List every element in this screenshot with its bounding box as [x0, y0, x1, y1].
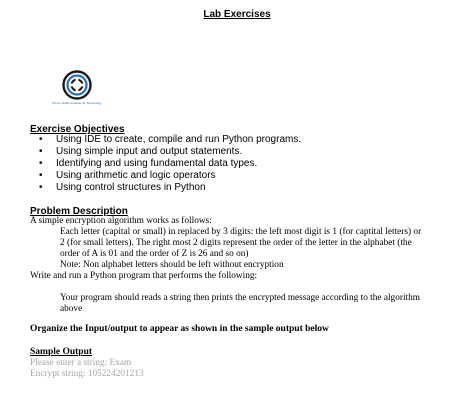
objective-item: • Using IDE to create, compile and run Python programs.: [36, 134, 301, 146]
problem-heading: Problem Description: [30, 206, 128, 217]
institution-logo-icon: [62, 70, 92, 100]
note-line: Note: Non alphabet letters should be left without encryption: [60, 260, 284, 270]
sample-output-line: Please enter a string: Exam: [30, 358, 132, 368]
task-description: [60, 293, 420, 315]
objective-item: • Using simple input and output statements.: [36, 146, 301, 158]
sample-output-heading: Sample Output: [30, 347, 93, 357]
objective-item: • Using control structures in Python: [36, 182, 301, 194]
objectives-list: [36, 134, 301, 194]
objective-item: • Using arithmetic and logic operators: [36, 170, 301, 182]
detail-line: 2 (for small letters). The right most 2 digits represent the order of the letter in the alphabet (the: [60, 238, 412, 248]
organize-instruction: Organize the Input/output to appear as shown in the sample output below: [30, 324, 329, 334]
detail-line: Each letter (capital or small) in replaced by 3 digits: the left most digit is 1 (for captital letters) or: [60, 227, 422, 237]
objectives-heading: Exercise Objectives: [30, 124, 125, 135]
sample-output-line: Encrypt string: 105224201213: [30, 369, 144, 379]
problem-details: [60, 227, 421, 271]
problem-intro: A simple encryption algorithm works as follows:: [30, 216, 212, 226]
page-title: Lab Exercises: [203, 9, 271, 20]
detail-line: order of A is 01 and the order of Z is 26 and so on): [60, 249, 249, 259]
objective-item: • Identifying and using fundamental data types.: [36, 158, 301, 170]
logo-caption: Prince Sultan Institute for Technology: [52, 101, 102, 105]
task-line: Your program should reads a string then prints the encrypted message according to the algorithm: [60, 293, 420, 303]
task-line: above: [60, 304, 83, 314]
write-instruction: Write and run a Python program that performs the following:: [30, 271, 258, 281]
